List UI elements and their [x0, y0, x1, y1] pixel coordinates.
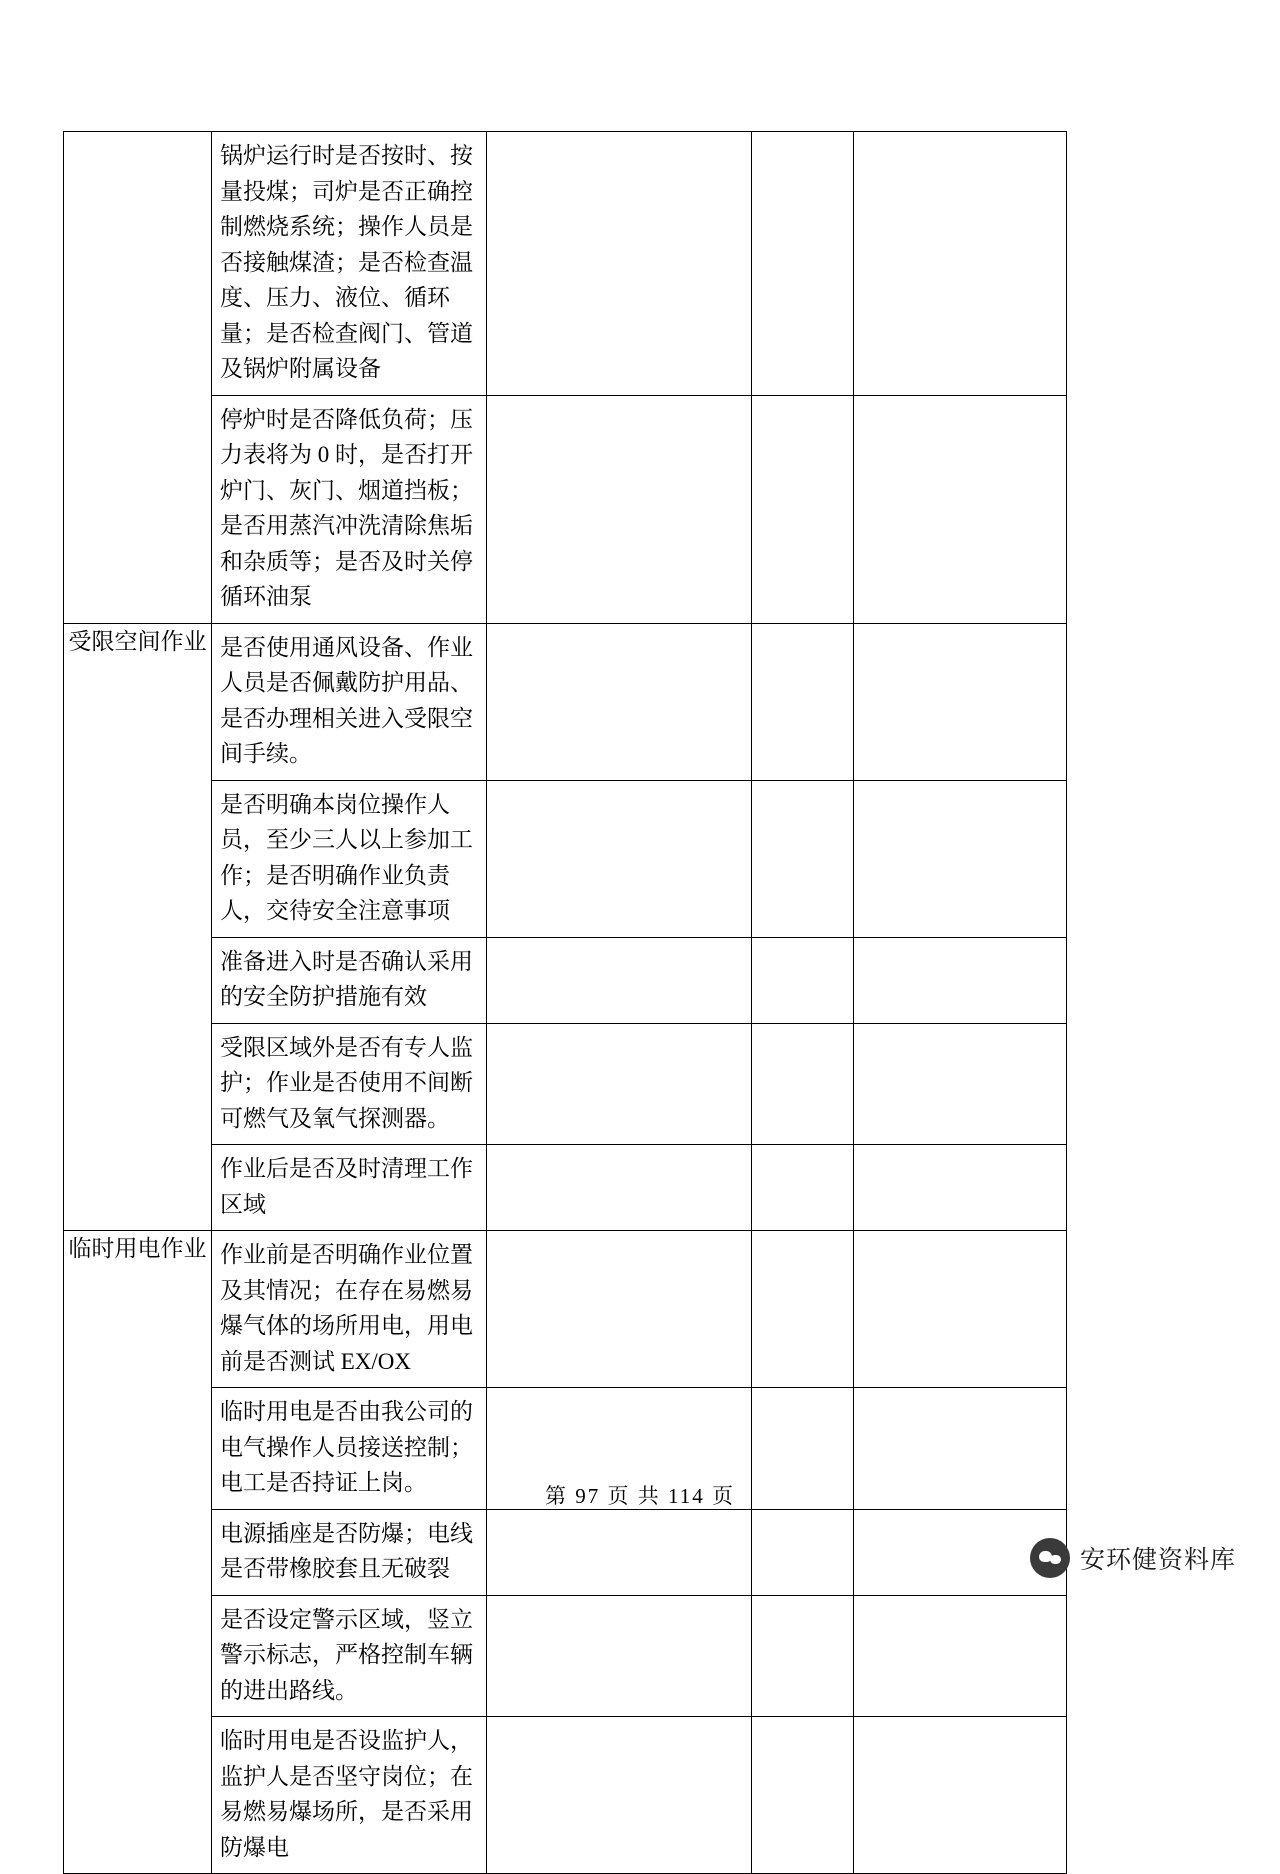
remark-cell[interactable]	[854, 132, 1067, 396]
table-row	[64, 1717, 1067, 1874]
result-cell[interactable]	[487, 1145, 752, 1231]
result-cell[interactable]	[487, 780, 752, 937]
check-item-cell: 受限区域外是否有专人监护；作业是否使用不间断可燃气及氧气探测器。	[212, 1023, 487, 1145]
result-cell[interactable]	[487, 1231, 752, 1388]
table-row	[64, 780, 1067, 937]
inspection-checklist-table	[63, 131, 1067, 1874]
result-cell[interactable]	[487, 1509, 752, 1595]
score-cell[interactable]	[752, 1231, 854, 1388]
watermark	[1030, 1538, 1236, 1578]
remark-cell[interactable]	[854, 1023, 1067, 1145]
remark-cell[interactable]	[854, 623, 1067, 780]
result-cell[interactable]	[487, 132, 752, 396]
check-item-cell: 是否明确本岗位操作人员，至少三人以上参加工作；是否明确作业负责人，交待安全注意事项	[212, 780, 487, 937]
result-cell[interactable]	[487, 1717, 752, 1874]
category-cell-temporary-power: 临时用电作业	[64, 1231, 212, 1874]
check-item-cell: 作业前是否明确作业位置及其情况；在存在易燃易爆气体的场所用电，用电前是否测试 EX/OX	[212, 1231, 487, 1388]
table-row	[64, 937, 1067, 1023]
page-footer: 第 97 页 共 114 页	[545, 1484, 735, 1508]
score-cell[interactable]	[752, 132, 854, 396]
check-item-cell: 作业后是否及时清理工作区域	[212, 1145, 487, 1231]
result-cell[interactable]	[487, 1595, 752, 1717]
remark-cell[interactable]	[854, 780, 1067, 937]
result-cell[interactable]	[487, 395, 752, 623]
result-cell[interactable]	[487, 1023, 752, 1145]
category-cell-confined-space: 受限空间作业	[64, 623, 212, 1231]
score-cell[interactable]	[752, 1145, 854, 1231]
table-row	[64, 1023, 1067, 1145]
check-item-cell: 准备进入时是否确认采用的安全防护措施有效	[212, 937, 487, 1023]
check-item-cell: 临时用电是否由我公司的电气操作人员接送控制；电工是否持证上岗。	[212, 1388, 487, 1510]
check-item-cell: 停炉时是否降低负荷；压力表将为 0 时，是否打开炉门、灰门、烟道挡板；是否用蒸汽冲洗清除焦垢和杂质等；是否及时关停循环油泵	[212, 395, 487, 623]
score-cell[interactable]	[752, 937, 854, 1023]
remark-cell[interactable]	[854, 937, 1067, 1023]
table-row	[64, 1231, 1067, 1388]
watermark-label: 安环健资料库	[1079, 1546, 1236, 1574]
check-item-cell: 锅炉运行时是否按时、按量投煤；司炉是否正确控制燃烧系统；操作人员是否接触煤渣；是否检查温度、压力、液位、循环量；是否检查阀门、管道及锅炉附属设备	[212, 132, 487, 396]
check-item-cell: 临时用电是否设监护人，监护人是否坚守岗位；在易燃易爆场所，是否采用防爆电	[212, 1717, 487, 1874]
score-cell[interactable]	[752, 623, 854, 780]
remark-cell[interactable]	[854, 1145, 1067, 1231]
table-row	[64, 623, 1067, 780]
check-item-cell: 是否设定警示区域，竖立警示标志，严格控制车辆的进出路线。	[212, 1595, 487, 1717]
table-row	[64, 1595, 1067, 1717]
table-row	[64, 132, 1067, 396]
table-row	[64, 1509, 1067, 1595]
score-cell[interactable]	[752, 780, 854, 937]
wechat-icon	[1030, 1538, 1070, 1578]
score-cell[interactable]	[752, 1717, 854, 1874]
table-row	[64, 395, 1067, 623]
remark-cell[interactable]	[854, 1717, 1067, 1874]
score-cell[interactable]	[752, 395, 854, 623]
result-cell[interactable]	[487, 937, 752, 1023]
result-cell[interactable]	[487, 623, 752, 780]
check-item-cell: 电源插座是否防爆；电线是否带橡胶套且无破裂	[212, 1509, 487, 1595]
score-cell[interactable]	[752, 1509, 854, 1595]
table-row	[64, 1145, 1067, 1231]
score-cell[interactable]	[752, 1023, 854, 1145]
category-cell	[64, 132, 212, 624]
remark-cell[interactable]	[854, 395, 1067, 623]
remark-cell[interactable]	[854, 1595, 1067, 1717]
score-cell[interactable]	[752, 1595, 854, 1717]
remark-cell[interactable]	[854, 1231, 1067, 1388]
check-item-cell: 是否使用通风设备、作业人员是否佩戴防护用品、是否办理相关进入受限空间手续。	[212, 623, 487, 780]
